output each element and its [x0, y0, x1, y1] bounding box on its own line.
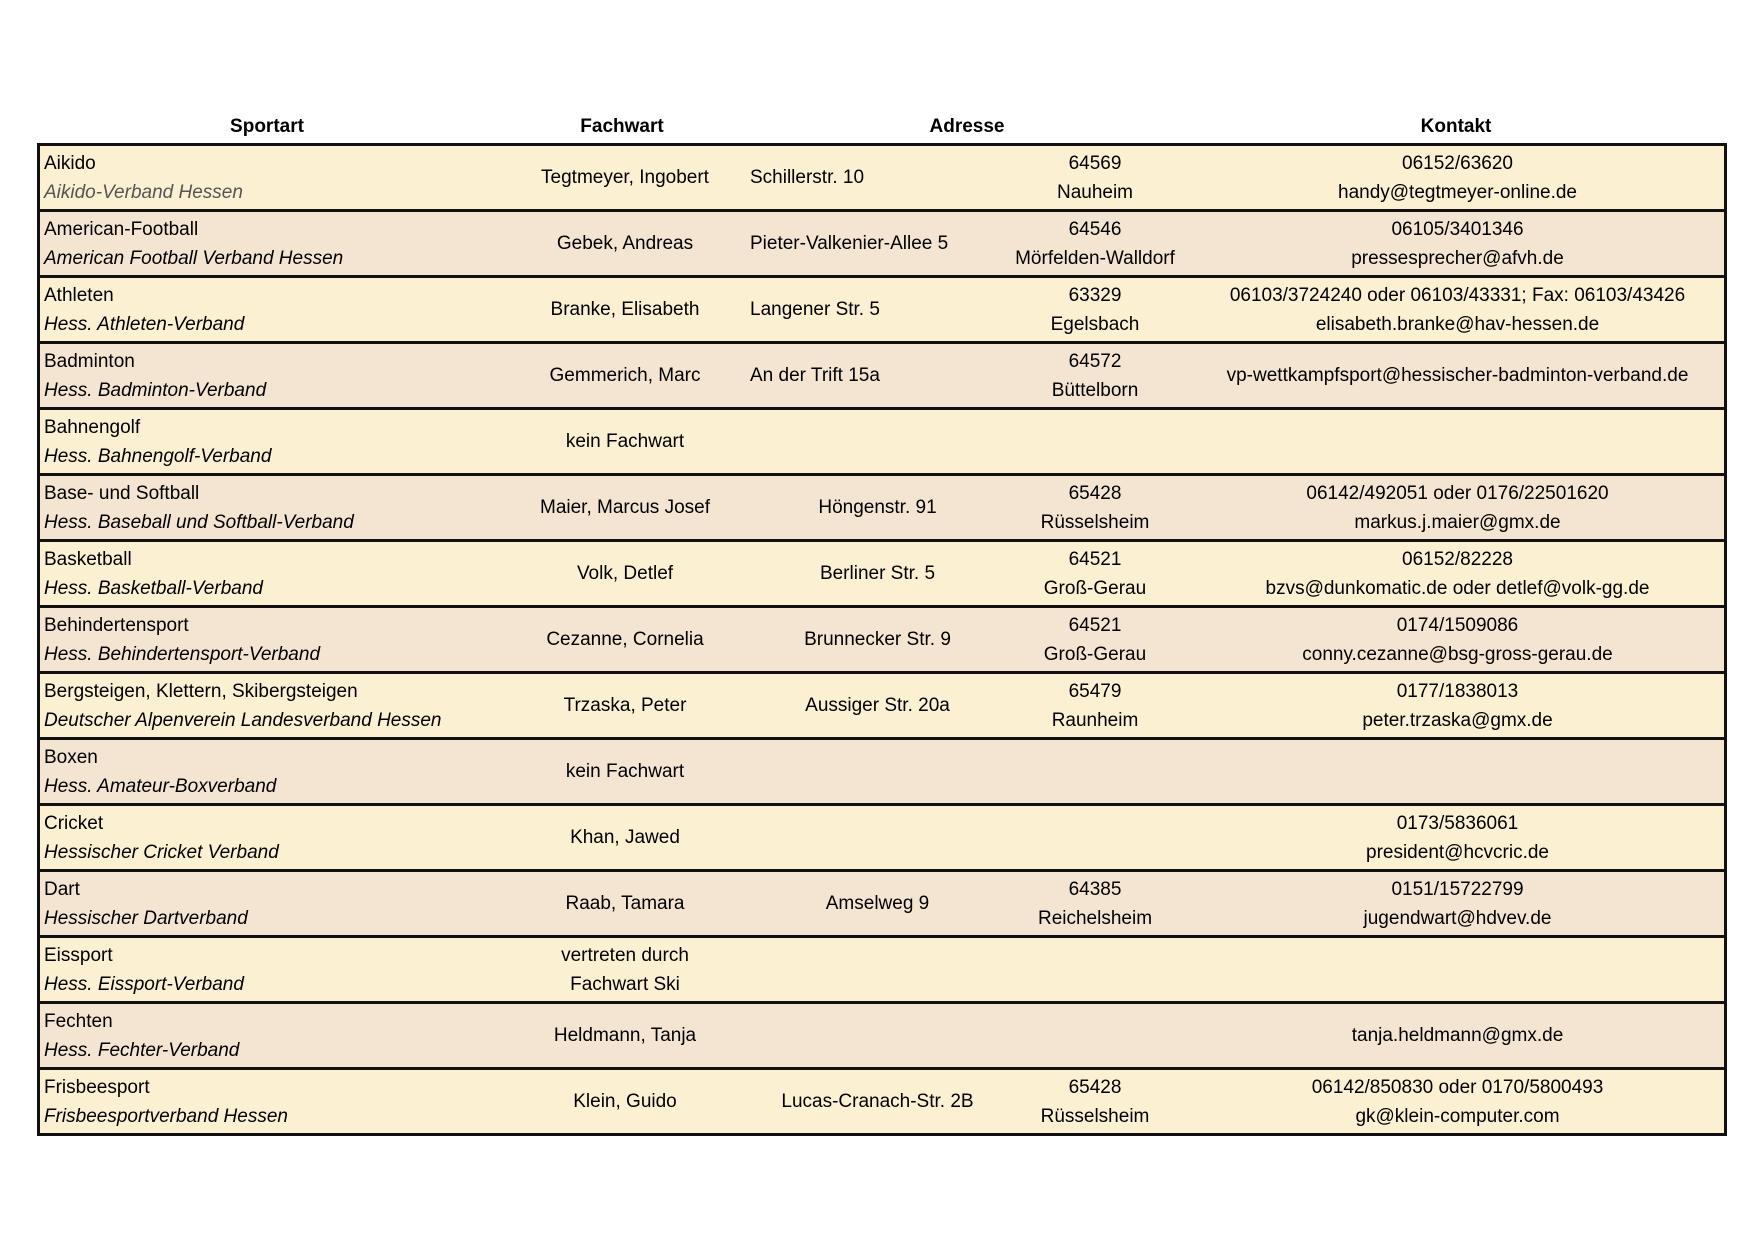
kontakt-line: pressesprecher@afvh.de	[1351, 247, 1564, 269]
fachwart-name: vertreten durch	[561, 944, 689, 966]
sport-name: Badminton	[44, 350, 135, 372]
verband-name: Hess. Athleten-Verband	[44, 313, 245, 335]
strasse-cell	[750, 674, 1005, 737]
verband-name: Aikido-Verband Hessen	[44, 181, 243, 203]
ort-cell	[1005, 806, 1185, 869]
ort-cell	[1005, 344, 1185, 407]
sport-name: Dart	[44, 878, 80, 900]
kontakt-line: jugendwart@hdvev.de	[1363, 907, 1552, 929]
sportart-cell	[44, 740, 276, 803]
sport-name: American-Football	[44, 218, 199, 240]
strasse-cell	[750, 872, 1005, 935]
ort-text: Groß-Gerau	[1043, 643, 1147, 665]
table-row	[40, 938, 1724, 1004]
kontakt-line: 0174/1509086	[1396, 614, 1519, 636]
header-kontakt: Kontakt	[1420, 116, 1492, 137]
sportart-cell	[44, 872, 248, 935]
ort-text: Reichelsheim	[1037, 907, 1153, 929]
fachwart-cell	[510, 146, 740, 209]
strasse-text: Berliner Str. 5	[819, 563, 936, 584]
strasse-cell	[750, 344, 1005, 407]
kontakt-line: 0151/15722799	[1391, 878, 1524, 900]
strasse-text: Brunnecker Str. 9	[804, 629, 951, 650]
kontakt-cell	[1185, 806, 1730, 869]
sport-name: Bahnengolf	[44, 416, 141, 438]
kontakt-cell	[1185, 410, 1730, 473]
fachwart-cell	[510, 476, 740, 539]
strasse-cell	[750, 806, 1005, 869]
kontakt-line: president@hcvcric.de	[1366, 841, 1549, 863]
verband-name: Deutscher Alpenverein Landesverband Hessen	[44, 709, 442, 731]
fachwart-name: Branke, Elisabeth	[550, 299, 700, 320]
sport-name: Cricket	[44, 812, 104, 834]
plz-text: 65428	[1068, 1076, 1122, 1098]
kontakt-cell	[1185, 740, 1730, 803]
sportart-cell	[44, 212, 343, 275]
fachwart-cell	[510, 542, 740, 605]
strasse-cell	[750, 938, 1005, 1001]
sportart-cell	[44, 608, 320, 671]
ort-cell	[1005, 476, 1185, 539]
kontakt-line: 06105/3401346	[1391, 218, 1524, 240]
verband-name: Hessischer Cricket Verband	[44, 841, 279, 863]
fachwart-name: Cezanne, Cornelia	[546, 629, 704, 650]
plz-text: 65479	[1068, 680, 1122, 702]
ort-cell	[1005, 740, 1185, 803]
strasse-text: An der Trift 15a	[750, 365, 880, 386]
strasse-text: Schillerstr. 10	[750, 167, 865, 188]
strasse-cell	[750, 146, 1005, 209]
strasse-cell	[750, 1004, 1005, 1067]
fachwart-name: Heldmann, Tanja	[553, 1025, 697, 1046]
fachwart-cell	[510, 410, 740, 473]
ort-cell	[1005, 146, 1185, 209]
table-row	[40, 608, 1724, 674]
kontakt-line: handy@tegtmeyer-online.de	[1338, 181, 1577, 203]
strasse-cell	[750, 1070, 1005, 1133]
verband-name: Frisbeesportverband Hessen	[44, 1105, 288, 1127]
header-adresse: Adresse	[929, 116, 1005, 137]
fachwart-name: Maier, Marcus Josef	[540, 497, 710, 518]
fachwart-cell	[510, 938, 740, 1001]
fachwart-name: Gebek, Andreas	[556, 233, 694, 254]
ort-cell	[1005, 1070, 1185, 1133]
strasse-text: Langener Str. 5	[750, 299, 880, 320]
table-row	[40, 674, 1724, 740]
plz-text: 64521	[1068, 548, 1122, 570]
kontakt-cell	[1185, 674, 1730, 737]
table-row	[40, 872, 1724, 938]
kontakt-cell	[1185, 938, 1730, 1001]
kontakt-line: 06152/63620	[1402, 152, 1513, 174]
kontakt-cell	[1185, 1070, 1730, 1133]
sport-name: Fechten	[44, 1010, 113, 1032]
fachwart-name: Volk, Detlef	[576, 563, 674, 584]
fachwart-name: kein Fachwart	[565, 761, 685, 782]
sport-name: Aikido	[44, 152, 96, 174]
verband-name: Hess. Basketball-Verband	[44, 577, 263, 599]
ort-text: Rüsselsheim	[1040, 1105, 1150, 1127]
fachwart-name: Gemmerich, Marc	[549, 365, 701, 386]
fachwart-cell	[510, 806, 740, 869]
plz-text: 65428	[1068, 482, 1122, 504]
kontakt-cell	[1185, 872, 1730, 935]
fachwart-cell	[510, 674, 740, 737]
fachwart-name: Khan, Jawed	[570, 827, 680, 848]
header-sportart: Sportart	[230, 116, 304, 137]
strasse-cell	[750, 542, 1005, 605]
verband-name: Hess. Amateur-Boxverband	[44, 775, 277, 797]
ort-cell	[1005, 278, 1185, 341]
table-row	[40, 1004, 1724, 1070]
kontakt-line: peter.trzaska@gmx.de	[1362, 709, 1553, 731]
header-fachwart: Fachwart	[580, 116, 664, 137]
strasse-text: Lucas-Cranach-Str. 2B	[781, 1091, 974, 1112]
strasse-text: Pieter-Valkenier-Allee 5	[750, 233, 949, 254]
verband-name: Hess. Badminton-Verband	[44, 379, 267, 401]
fachwart-cell	[510, 1070, 740, 1133]
fachwart-cell	[510, 278, 740, 341]
kontakt-line: tanja.heldmann@gmx.de	[1351, 1025, 1564, 1046]
kontakt-line: 06142/492051 oder 0176/22501620	[1306, 482, 1609, 504]
table-header	[37, 110, 1727, 143]
fachwart-name: Fachwart Ski	[570, 973, 680, 995]
fachwart-cell	[510, 1004, 740, 1067]
kontakt-cell	[1185, 146, 1730, 209]
kontakt-cell	[1185, 542, 1730, 605]
sportart-cell	[44, 674, 442, 737]
table-row	[40, 542, 1724, 608]
sport-name: Behindertensport	[44, 614, 189, 636]
verband-name: Hess. Bahnengolf-Verband	[44, 445, 272, 467]
ort-cell	[1005, 410, 1185, 473]
sportart-cell	[44, 146, 243, 209]
strasse-cell	[750, 278, 1005, 341]
kontakt-cell	[1185, 608, 1730, 671]
kontakt-cell	[1185, 476, 1730, 539]
fachwart-name: Trzaska, Peter	[563, 695, 687, 716]
fachwart-cell	[510, 872, 740, 935]
fachwart-cell	[510, 740, 740, 803]
ort-cell	[1005, 212, 1185, 275]
verband-name: Hessischer Dartverband	[44, 907, 248, 929]
fachwart-cell	[510, 608, 740, 671]
fachwart-name: Klein, Guido	[573, 1091, 677, 1112]
table-row	[40, 344, 1724, 410]
strasse-cell	[750, 410, 1005, 473]
strasse-text: Aussiger Str. 20a	[805, 695, 950, 716]
kontakt-line: bzvs@dunkomatic.de oder detlef@volk-gg.de	[1265, 577, 1650, 599]
sportart-cell	[44, 806, 279, 869]
table-row	[40, 806, 1724, 872]
kontakt-line: gk@klein-computer.com	[1355, 1105, 1560, 1127]
ort-cell	[1005, 938, 1185, 1001]
kontakt-line: 0177/1838013	[1396, 680, 1519, 702]
ort-text: Egelsbach	[1050, 313, 1140, 335]
kontakt-line: markus.j.maier@gmx.de	[1354, 511, 1561, 533]
kontakt-line: vp-wettkampfsport@hessischer-badminton-verband.de	[1226, 365, 1689, 386]
plz-text: 64569	[1068, 152, 1122, 174]
ort-text: Nauheim	[1056, 181, 1134, 203]
plz-text: 64385	[1068, 878, 1122, 900]
table-row	[40, 278, 1724, 344]
sport-name: Boxen	[44, 746, 98, 768]
table-row	[40, 1070, 1724, 1136]
ort-cell	[1005, 1004, 1185, 1067]
fachwart-name: Tegtmeyer, Ingobert	[541, 167, 709, 188]
table-row	[40, 740, 1724, 806]
verband-name: American Football Verband Hessen	[44, 247, 344, 269]
fachwart-table	[37, 110, 1727, 1136]
kontakt-cell	[1185, 278, 1730, 341]
kontakt-line: 06142/850830 oder 0170/5800493	[1311, 1076, 1604, 1098]
ort-text: Raunheim	[1051, 709, 1139, 731]
sportart-cell	[44, 476, 354, 539]
kontakt-cell	[1185, 344, 1730, 407]
table-row	[40, 146, 1724, 212]
ort-text: Mörfelden-Walldorf	[1015, 247, 1175, 269]
fachwart-cell	[510, 212, 740, 275]
table-row	[40, 476, 1724, 542]
plz-text: 64546	[1068, 218, 1122, 240]
verband-name: Hess. Baseball und Softball-Verband	[44, 511, 354, 533]
fachwart-name: kein Fachwart	[565, 431, 685, 452]
sport-name: Basketball	[44, 548, 132, 570]
table-body	[37, 143, 1727, 1136]
sportart-cell	[44, 1070, 288, 1133]
sport-name: Bergsteigen, Klettern, Skibergsteigen	[44, 680, 358, 702]
sport-name: Frisbeesport	[44, 1076, 150, 1098]
fachwart-cell	[510, 344, 740, 407]
ort-cell	[1005, 542, 1185, 605]
ort-cell	[1005, 608, 1185, 671]
strasse-cell	[750, 608, 1005, 671]
strasse-cell	[750, 212, 1005, 275]
ort-cell	[1005, 674, 1185, 737]
ort-text: Rüsselsheim	[1040, 511, 1150, 533]
strasse-cell	[750, 476, 1005, 539]
sportart-cell	[44, 410, 271, 473]
plz-text: 64521	[1068, 614, 1122, 636]
strasse-text: Höngenstr. 91	[818, 497, 937, 518]
ort-text: Büttelborn	[1051, 379, 1139, 401]
kontakt-cell	[1185, 212, 1730, 275]
table-row	[40, 212, 1724, 278]
sport-name: Athleten	[44, 284, 114, 306]
verband-name: Hess. Behindertensport-Verband	[44, 643, 321, 665]
sportart-cell	[44, 542, 263, 605]
strasse-text: Amselweg 9	[825, 893, 930, 914]
sport-name: Base- und Softball	[44, 482, 200, 504]
strasse-cell	[750, 740, 1005, 803]
verband-name: Hess. Fechter-Verband	[44, 1039, 240, 1061]
table-row	[40, 410, 1724, 476]
kontakt-line: elisabeth.branke@hav-hessen.de	[1315, 313, 1600, 335]
kontakt-line: 0173/5836061	[1396, 812, 1519, 834]
sport-name: Eissport	[44, 944, 113, 966]
plz-text: 64572	[1068, 350, 1122, 372]
plz-text: 63329	[1068, 284, 1122, 306]
sportart-cell	[44, 1004, 239, 1067]
fachwart-name: Raab, Tamara	[565, 893, 685, 914]
kontakt-cell	[1185, 1004, 1730, 1067]
sportart-cell	[44, 278, 244, 341]
kontakt-line: 06152/82228	[1402, 548, 1513, 570]
kontakt-line: conny.cezanne@bsg-gross-gerau.de	[1302, 643, 1613, 665]
ort-cell	[1005, 872, 1185, 935]
verband-name: Hess. Eissport-Verband	[44, 973, 244, 995]
sportart-cell	[44, 938, 244, 1001]
sportart-cell	[44, 344, 266, 407]
kontakt-line: 06103/3724240 oder 06103/43331; Fax: 06103/43426	[1229, 284, 1686, 306]
ort-text: Groß-Gerau	[1043, 577, 1147, 599]
